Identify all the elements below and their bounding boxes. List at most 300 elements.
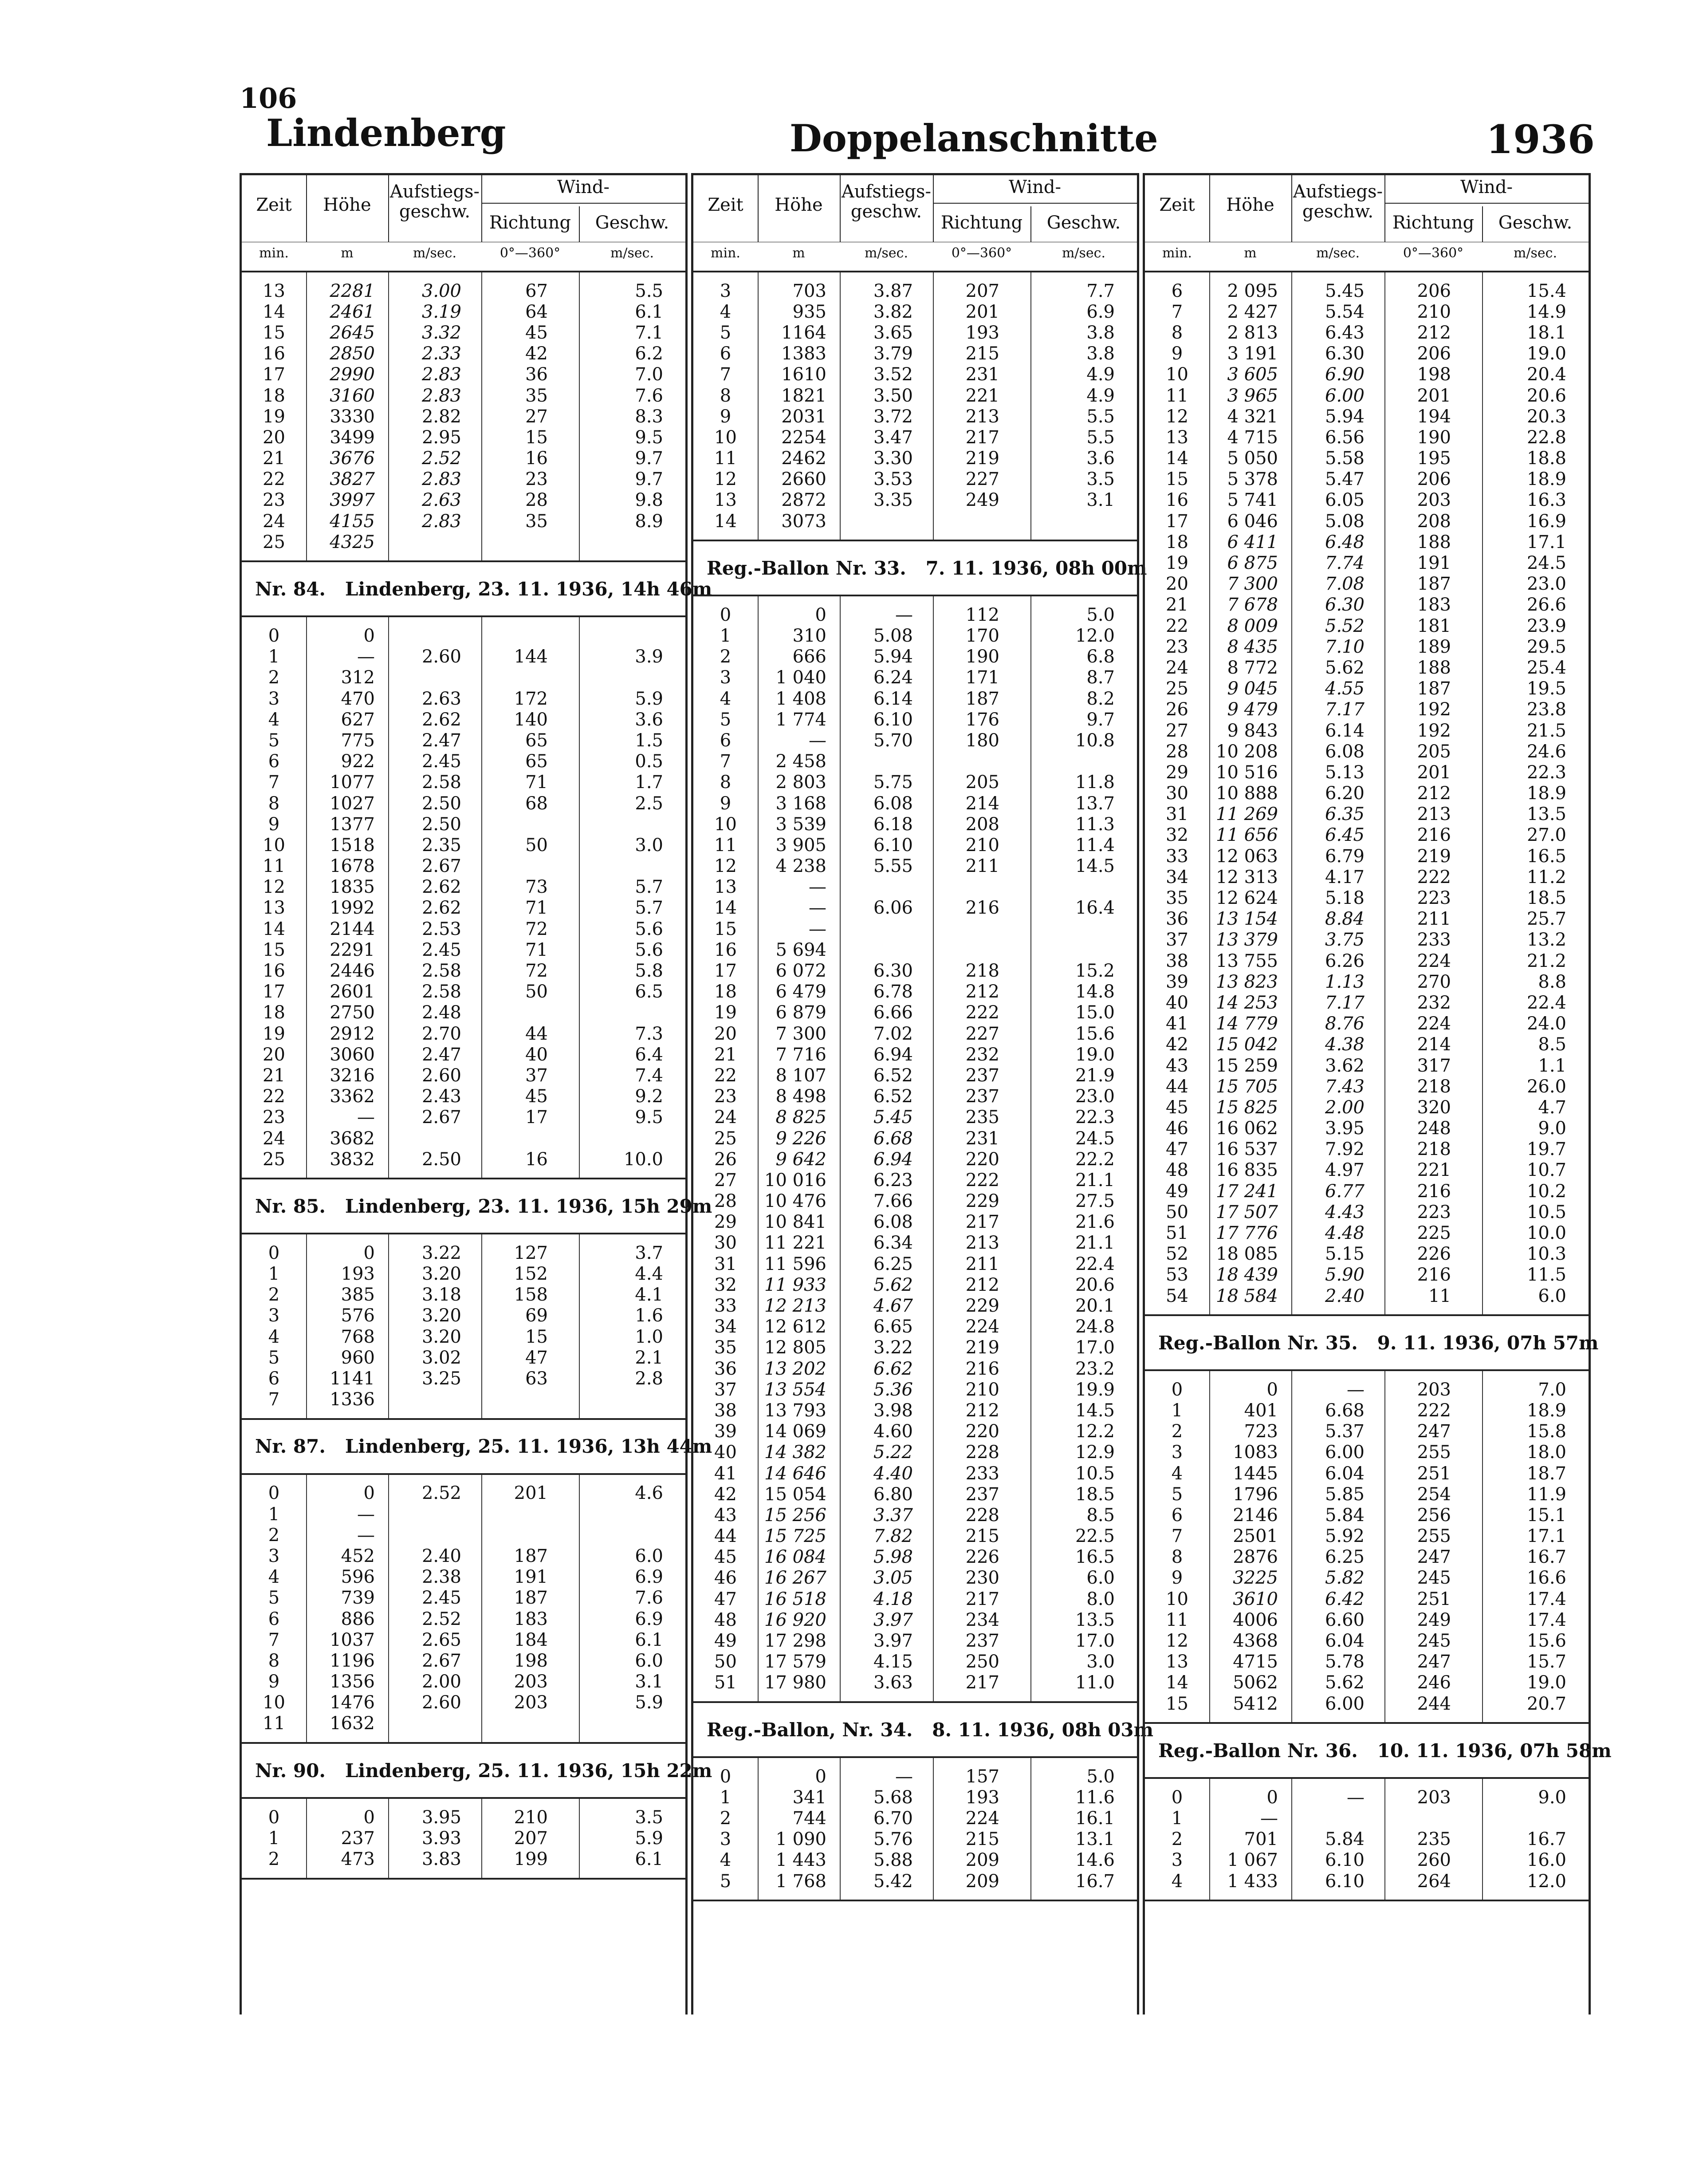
table-row	[693, 322, 1137, 343]
section-rule	[693, 540, 1137, 541]
cell-aufstieg: 6.14	[1325, 720, 1365, 741]
cell-zeit: 11	[714, 448, 737, 469]
cell-aufstieg: 5.18	[1325, 888, 1365, 909]
data-block	[1145, 1371, 1589, 1722]
cell-geschw: 15.1	[1526, 1505, 1566, 1526]
cell-hoehe: 4368	[1233, 1631, 1278, 1652]
table-row	[1145, 532, 1589, 552]
cell-zeit: 23	[714, 1086, 737, 1107]
cell-aufstieg: 2.58	[421, 982, 461, 1002]
ascent-heading	[1145, 1316, 1599, 1371]
cell-richtung: 228	[965, 1505, 999, 1526]
cell-aufstieg: 3.35	[873, 490, 913, 511]
cell-richtung: 218	[965, 961, 999, 982]
table-row	[242, 1672, 685, 1692]
cell-hoehe: 401	[1244, 1400, 1278, 1421]
cell-geschw: 7.0	[1538, 1379, 1566, 1400]
cell-zeit: 21	[1166, 595, 1188, 615]
column-divider	[933, 596, 934, 1701]
cell-zeit: 39	[714, 1421, 737, 1442]
cell-geschw: 10.0	[1526, 1223, 1566, 1244]
table-row	[1145, 1526, 1589, 1547]
cell-richtung: 223	[1417, 1202, 1451, 1222]
ascent-heading	[1145, 1724, 1612, 1779]
table-row	[693, 1337, 1137, 1358]
cell-richtung: 176	[965, 709, 999, 730]
cell-zeit: 14	[714, 898, 737, 919]
cell-hoehe: —	[357, 647, 375, 667]
column-divider	[758, 596, 759, 1701]
cell-richtung: 208	[965, 814, 999, 835]
cell-hoehe: 1518	[330, 835, 375, 855]
cell-zeit: 20	[1166, 574, 1188, 595]
cell-zeit: 11	[1166, 1609, 1188, 1630]
cell-richtung: 250	[965, 1652, 999, 1672]
table-row	[1145, 1463, 1589, 1484]
column-divider	[579, 1799, 580, 1878]
cell-geschw: 3.8	[1086, 322, 1115, 343]
column-divider	[1384, 175, 1385, 242]
cell-geschw: 6.1	[635, 1629, 663, 1650]
cell-zeit: 12	[714, 856, 737, 877]
cell-zeit: 2	[268, 1849, 280, 1870]
column-divider	[1384, 1779, 1385, 1900]
table-row	[242, 625, 685, 646]
cell-hoehe: 9 045	[1227, 678, 1278, 699]
table-row	[1145, 615, 1589, 636]
cell-hoehe: 1027	[330, 793, 375, 814]
cell-richtung: 215	[965, 1829, 999, 1850]
cell-hoehe: 7 716	[775, 1044, 826, 1065]
cell-zeit: 7	[268, 772, 280, 793]
header-unit: m	[792, 245, 805, 261]
table-row	[1145, 992, 1589, 1013]
cell-zeit: 51	[714, 1672, 737, 1693]
table-row	[693, 1463, 1137, 1484]
cell-hoehe: 2144	[330, 919, 375, 939]
cell-zeit: 25	[1166, 678, 1188, 699]
header-wind: Wind-	[1008, 177, 1062, 197]
cell-hoehe: —	[809, 730, 826, 751]
cell-aufstieg: 2.50	[421, 1149, 461, 1170]
cell-richtung: 244	[1417, 1693, 1451, 1714]
cell-zeit: 16	[263, 343, 285, 364]
column-divider	[579, 272, 580, 560]
cell-aufstieg: 6.08	[873, 793, 913, 814]
cell-zeit: 19	[263, 406, 285, 427]
cell-richtung: 247	[1417, 1547, 1451, 1568]
cell-richtung: 15	[525, 427, 548, 448]
cell-geschw: 29.5	[1526, 636, 1566, 657]
header-geschw: Geschw.	[1498, 213, 1573, 233]
table-row	[693, 1547, 1137, 1568]
cell-zeit: 15	[263, 939, 285, 960]
cell-aufstieg: 3.47	[873, 427, 913, 448]
cell-hoehe: 1336	[330, 1389, 375, 1410]
table-row	[693, 667, 1137, 688]
cell-geschw: 14.8	[1075, 982, 1115, 1002]
table-row	[242, 1347, 685, 1368]
table-row	[1145, 1265, 1589, 1285]
cell-aufstieg: 2.33	[421, 343, 461, 364]
cell-hoehe: 14 646	[764, 1463, 826, 1484]
table-row	[693, 1254, 1137, 1274]
cell-aufstieg: 6.48	[1325, 532, 1365, 552]
cell-zeit: 21	[263, 448, 285, 469]
cell-geschw: 17.0	[1075, 1631, 1115, 1652]
cell-zeit: 17	[714, 961, 737, 982]
cell-aufstieg: 4.18	[873, 1589, 913, 1609]
table-row	[693, 730, 1137, 751]
cell-geschw: 3.8	[1086, 343, 1115, 364]
table-row	[693, 1233, 1137, 1254]
cell-geschw: 18.5	[1075, 1484, 1115, 1505]
cell-aufstieg: 6.00	[1325, 1442, 1365, 1463]
cell-zeit: 26	[1166, 699, 1188, 720]
cell-hoehe: 1 774	[775, 709, 826, 730]
cell-hoehe: 2 803	[775, 772, 826, 793]
cell-hoehe: 1356	[330, 1672, 375, 1692]
table-row	[693, 1630, 1137, 1651]
table-row	[242, 469, 685, 490]
table-row	[242, 1107, 685, 1128]
table-row	[242, 730, 685, 751]
cell-zeit: 0	[1171, 1379, 1183, 1400]
cell-geschw: 5.7	[635, 898, 663, 919]
header-aufstieg: Aufstiegs- geschw.	[389, 181, 480, 222]
table-row	[242, 688, 685, 709]
cell-hoehe: 4 238	[775, 856, 826, 877]
cell-hoehe: 7 678	[1227, 595, 1278, 615]
cell-richtung: 28	[525, 490, 548, 511]
section-rule	[242, 1742, 685, 1744]
data-block	[242, 1475, 685, 1742]
cell-geschw: 5.6	[635, 939, 663, 960]
cell-aufstieg: 6.20	[1325, 783, 1365, 804]
cell-richtung: 184	[514, 1629, 548, 1650]
cell-zeit: 26	[714, 1149, 737, 1170]
cell-zeit: 11	[714, 835, 737, 855]
table-row	[242, 1545, 685, 1566]
table-row	[693, 1787, 1137, 1808]
cell-zeit: 2	[268, 1525, 280, 1545]
cell-aufstieg: —	[1347, 1379, 1365, 1400]
cell-richtung: 213	[965, 406, 999, 427]
section-rule	[242, 1178, 685, 1179]
cell-hoehe: 576	[341, 1305, 375, 1326]
table-row	[1145, 1285, 1589, 1306]
table-row	[693, 1358, 1137, 1379]
cell-richtung: 224	[965, 1808, 999, 1829]
cell-geschw: 4.9	[1086, 364, 1115, 385]
cell-geschw: 16.5	[1526, 846, 1566, 867]
cell-richtung: 47	[525, 1347, 548, 1368]
cell-richtung: 27	[525, 406, 548, 427]
cell-geschw: 4.7	[1538, 1097, 1566, 1118]
cell-geschw: 3.5	[1086, 469, 1115, 490]
cell-richtung: 199	[514, 1849, 548, 1870]
cell-aufstieg: 5.58	[1325, 448, 1365, 469]
cell-aufstieg: 4.55	[1325, 678, 1365, 699]
cell-zeit: 17	[1166, 511, 1188, 532]
cell-zeit: 8	[1171, 1547, 1183, 1568]
column-divider	[388, 175, 389, 242]
table-row	[1145, 1808, 1589, 1829]
cell-richtung: 221	[1417, 1160, 1451, 1181]
cell-zeit: 1	[268, 647, 280, 667]
cell-richtung: 65	[525, 751, 548, 772]
cell-zeit: 4	[720, 301, 731, 322]
cell-zeit: 1	[1171, 1400, 1183, 1421]
cell-zeit: 38	[1166, 950, 1188, 971]
cell-hoehe: 8 772	[1227, 657, 1278, 678]
cell-zeit: 19	[263, 1023, 285, 1044]
cell-geschw: 11.5	[1526, 1265, 1566, 1285]
cell-aufstieg: 6.05	[1325, 490, 1365, 511]
cell-geschw: 6.8	[1086, 647, 1115, 667]
cell-zeit: 0	[720, 604, 731, 625]
cell-hoehe: 768	[341, 1326, 375, 1347]
cell-richtung: 232	[965, 1044, 999, 1065]
cell-zeit: 23	[263, 1107, 285, 1128]
cell-hoehe: 3997	[330, 490, 375, 511]
cell-richtung: 216	[1417, 1265, 1451, 1285]
cell-richtung: 171	[965, 667, 999, 688]
cell-zeit: 49	[714, 1631, 737, 1652]
table-row	[693, 1766, 1137, 1787]
cell-richtung: 16	[525, 448, 548, 469]
cell-aufstieg: 3.50	[873, 385, 913, 406]
cell-geschw: 24.6	[1526, 741, 1566, 762]
section-rule	[1145, 1314, 1589, 1316]
table-row	[693, 772, 1137, 793]
table-row	[1145, 364, 1589, 385]
cell-zeit: 10	[1166, 364, 1188, 385]
cell-hoehe: 18 584	[1216, 1285, 1278, 1306]
cell-richtung: 225	[1417, 1223, 1451, 1244]
cell-hoehe: 3160	[330, 385, 375, 406]
cell-aufstieg: 2.65	[421, 1629, 461, 1650]
section-rule	[1145, 1900, 1589, 1901]
cell-aufstieg: 7.66	[873, 1191, 913, 1212]
page-year: 1936	[1486, 116, 1595, 162]
cell-zeit: 42	[714, 1484, 737, 1505]
cell-aufstieg: 3.20	[421, 1326, 461, 1347]
cell-richtung: 63	[525, 1368, 548, 1389]
table-row	[693, 604, 1137, 625]
cell-geschw: 16.1	[1075, 1808, 1115, 1829]
header-unit: min.	[259, 245, 289, 261]
table-row	[1145, 1400, 1589, 1421]
cell-zeit: 42	[1166, 1034, 1188, 1055]
cell-richtung: 192	[1417, 699, 1451, 720]
cell-geschw: 26.0	[1526, 1076, 1566, 1097]
cell-richtung: 203	[1417, 1379, 1451, 1400]
cell-richtung: 195	[1417, 448, 1451, 469]
cell-geschw: 15.0	[1075, 1002, 1115, 1023]
header-rule	[1384, 203, 1589, 204]
header-unit: m/sec.	[1316, 245, 1360, 261]
cell-richtung: 42	[525, 343, 548, 364]
cell-geschw: 4.1	[635, 1285, 663, 1305]
column-divider	[1030, 206, 1031, 242]
column-divider	[1030, 272, 1031, 540]
cell-zeit: 45	[1166, 1097, 1188, 1118]
cell-aufstieg: 6.30	[1325, 343, 1365, 364]
cell-hoehe: 470	[341, 688, 375, 709]
cell-richtung: 227	[965, 1023, 999, 1044]
table-row	[242, 939, 685, 960]
table-row	[693, 1829, 1137, 1850]
table-row	[693, 835, 1137, 855]
table-row	[693, 919, 1137, 939]
cell-richtung: 158	[514, 1285, 548, 1305]
table-row	[1145, 406, 1589, 427]
cell-hoehe: 5 741	[1227, 490, 1278, 511]
header-zeit: Zeit	[1159, 195, 1195, 215]
cell-zeit: 4	[268, 1567, 280, 1588]
cell-richtung: 37	[525, 1065, 548, 1086]
cell-aufstieg: 5.22	[873, 1442, 913, 1463]
cell-zeit: 14	[1166, 448, 1188, 469]
cell-geschw: 8.5	[1538, 1034, 1566, 1055]
cell-zeit: 10	[263, 835, 285, 855]
cell-geschw: 20.3	[1526, 406, 1566, 427]
cell-geschw: 7.6	[635, 385, 663, 406]
cell-richtung: 207	[514, 1828, 548, 1849]
cell-geschw: 8.2	[1086, 688, 1115, 709]
cell-geschw: 8.5	[1086, 1505, 1115, 1526]
cell-geschw: 22.5	[1075, 1526, 1115, 1547]
cell-zeit: 7	[720, 364, 731, 385]
cell-aufstieg: 6.10	[873, 835, 913, 855]
cell-richtung: 152	[514, 1264, 548, 1285]
column-divider	[481, 1475, 482, 1742]
cell-zeit: 7	[720, 751, 731, 772]
cell-aufstieg: 3.97	[873, 1631, 913, 1652]
data-block	[693, 272, 1137, 540]
table-column-2	[691, 173, 1154, 2014]
table-row	[1145, 280, 1589, 301]
cell-aufstieg: 3.93	[421, 1828, 461, 1849]
cell-richtung: 233	[1417, 930, 1451, 950]
cell-aufstieg: 5.92	[1325, 1526, 1365, 1547]
cell-aufstieg: 2.82	[421, 406, 461, 427]
cell-zeit: 12	[1166, 1631, 1188, 1652]
cell-hoehe: 17 980	[764, 1672, 826, 1693]
cell-aufstieg: 6.10	[1325, 1850, 1365, 1871]
cell-zeit: 6	[268, 1608, 280, 1629]
cell-richtung: 215	[965, 1526, 999, 1547]
cell-aufstieg: 6.30	[873, 961, 913, 982]
cell-zeit: 15	[1166, 1693, 1188, 1714]
cell-richtung: 187	[1417, 678, 1451, 699]
table-row	[1145, 1013, 1589, 1034]
table-row	[693, 877, 1137, 898]
cell-zeit: 13	[263, 280, 285, 301]
table-row	[242, 511, 685, 532]
cell-geschw: 20.6	[1526, 385, 1566, 406]
cell-hoehe: 3 605	[1227, 364, 1278, 385]
cell-hoehe: 15 725	[764, 1526, 826, 1547]
cell-aufstieg: 6.68	[1325, 1400, 1365, 1421]
cell-hoehe: 6 072	[775, 961, 826, 982]
cell-aufstieg: 4.67	[873, 1296, 913, 1317]
cell-zeit: 9	[1171, 343, 1183, 364]
cell-zeit: 49	[1166, 1181, 1188, 1202]
cell-zeit: 6	[1171, 1505, 1183, 1526]
cell-aufstieg: 5.94	[1325, 406, 1365, 427]
table-row	[693, 1002, 1137, 1023]
cell-zeit: 44	[1166, 1076, 1188, 1097]
cell-geschw: 24.5	[1526, 553, 1566, 574]
cell-hoehe: 2146	[1233, 1505, 1278, 1526]
cell-richtung: 235	[965, 1107, 999, 1128]
cell-hoehe: 11 269	[1216, 804, 1278, 825]
page-number: 106	[240, 82, 297, 114]
table-header	[242, 173, 685, 272]
cell-richtung: 222	[1417, 867, 1451, 887]
cell-geschw: 9.8	[635, 490, 663, 511]
table-row	[1145, 1222, 1589, 1243]
cell-richtung: 254	[1417, 1484, 1451, 1505]
table-row	[693, 1379, 1137, 1400]
cell-hoehe: 237	[341, 1828, 375, 1849]
cell-zeit: 5	[720, 322, 731, 343]
header-rule	[481, 203, 685, 204]
cell-geschw: 3.1	[635, 1672, 663, 1692]
cell-hoehe: 1796	[1233, 1484, 1278, 1505]
cell-zeit: 25	[263, 532, 285, 552]
cell-zeit: 22	[1166, 615, 1188, 636]
cell-aufstieg: 8.76	[1325, 1013, 1365, 1034]
table-row	[242, 667, 685, 688]
cell-richtung: 221	[965, 385, 999, 406]
cell-aufstieg: —	[895, 1766, 913, 1787]
header-richtung: Richtung	[940, 213, 1023, 233]
table-row	[242, 919, 685, 939]
table-row	[242, 1588, 685, 1608]
cell-geschw: 4.6	[635, 1483, 663, 1504]
cell-aufstieg: 2.67	[421, 856, 461, 877]
cell-zeit: 32	[1166, 825, 1188, 846]
cell-geschw: 9.7	[1086, 709, 1115, 730]
cell-zeit: 10	[714, 814, 737, 835]
cell-hoehe: 13 379	[1216, 930, 1278, 950]
cell-geschw: 14.5	[1075, 1400, 1115, 1421]
table-row	[693, 490, 1137, 511]
cell-zeit: 0	[720, 1766, 731, 1787]
cell-hoehe: 1476	[330, 1692, 375, 1713]
table-row	[1145, 385, 1589, 406]
table-row	[1145, 971, 1589, 992]
cell-aufstieg: 2.60	[421, 1692, 461, 1713]
cell-richtung: 209	[965, 1871, 999, 1892]
cell-geschw: 22.3	[1075, 1107, 1115, 1128]
cell-zeit: 27	[714, 1170, 737, 1191]
cell-aufstieg: 2.83	[421, 511, 461, 532]
table-row	[242, 364, 685, 385]
cell-zeit: 7	[1171, 301, 1183, 322]
cell-geschw: 2.1	[635, 1347, 663, 1368]
cell-aufstieg: 5.62	[1325, 1672, 1365, 1693]
table-header	[693, 173, 1137, 272]
cell-hoehe: 9 642	[775, 1149, 826, 1170]
table-row	[242, 1608, 685, 1629]
cell-hoehe: 6 875	[1227, 553, 1278, 574]
cell-aufstieg: 5.55	[873, 856, 913, 877]
cell-hoehe: 3827	[330, 469, 375, 490]
